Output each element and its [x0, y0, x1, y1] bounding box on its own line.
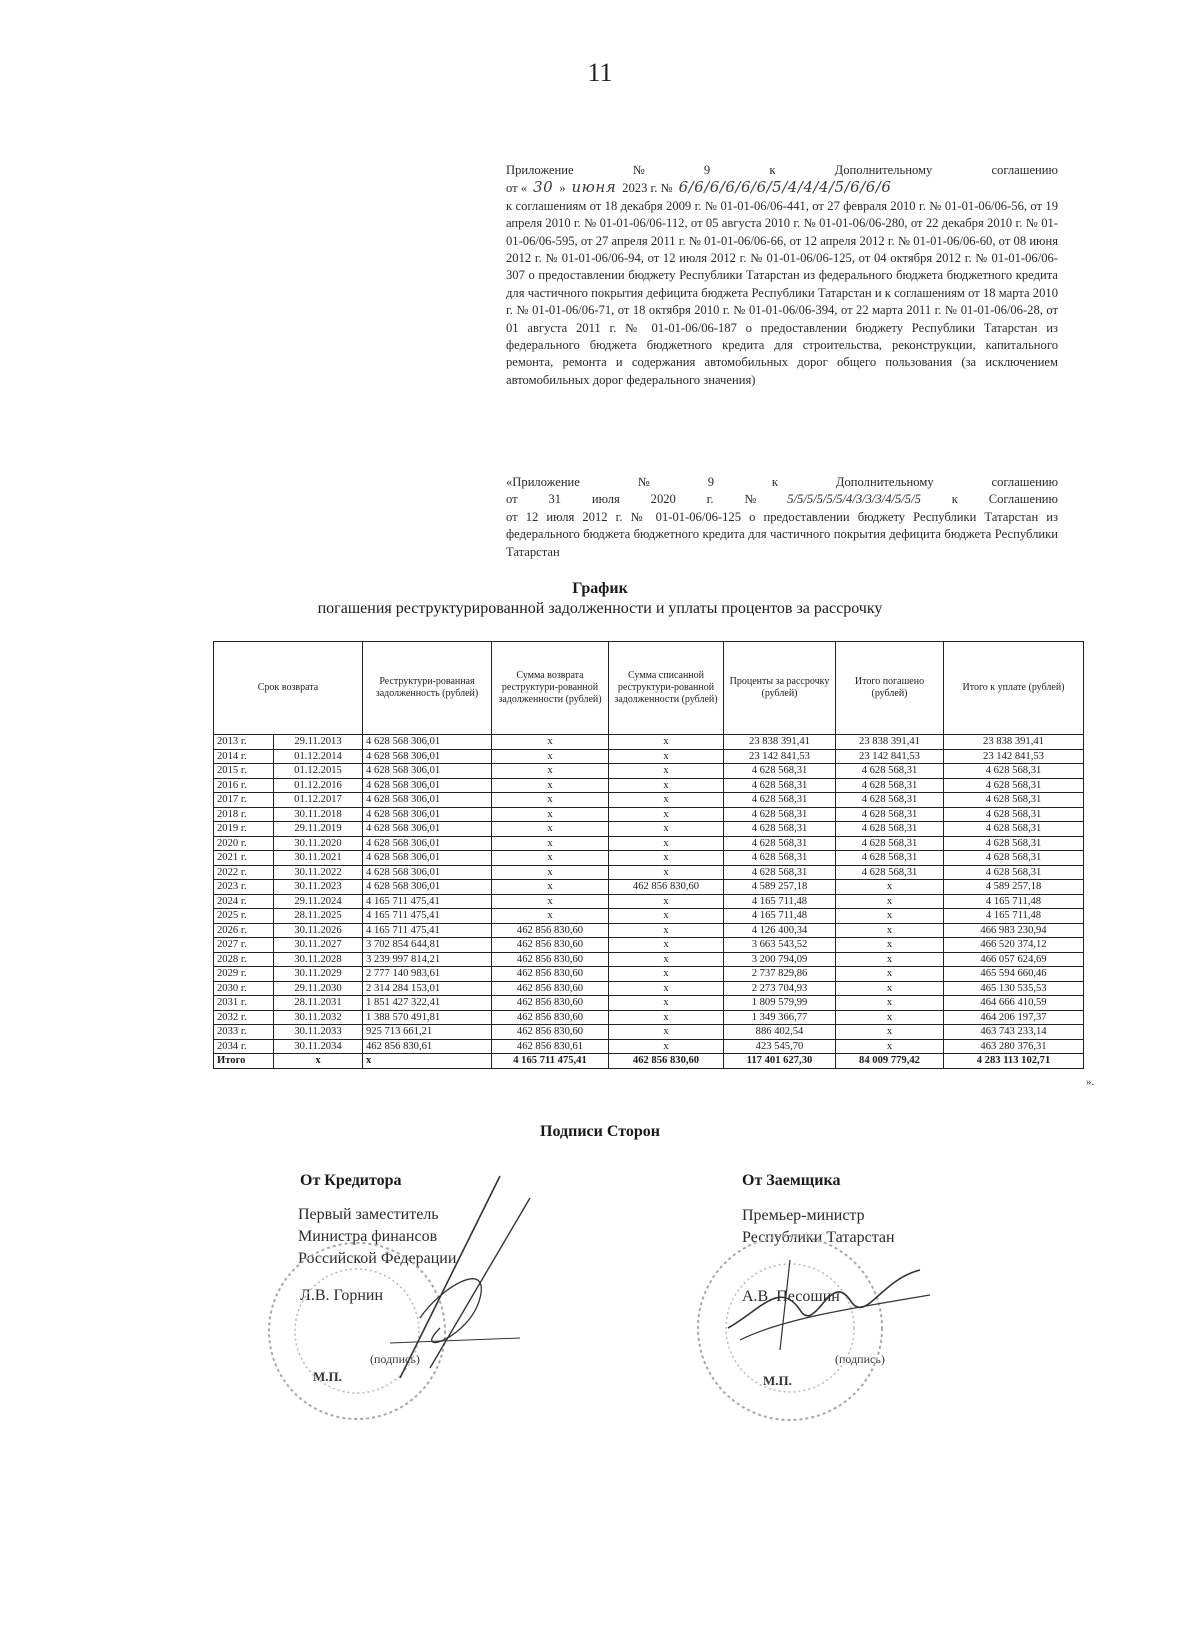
table-cell: x	[609, 938, 724, 953]
table-cell: x	[836, 967, 944, 982]
header-total-repaid: Итого погашено (рублей)	[836, 642, 944, 735]
table-cell: x	[492, 865, 609, 880]
quote-word: июля	[591, 492, 620, 507]
appendix-head-line	[506, 162, 1058, 179]
table-cell: 2027 г.	[214, 938, 274, 953]
table-cell: x	[609, 764, 724, 779]
table-cell: x	[609, 894, 724, 909]
table-row	[214, 764, 1084, 779]
table-cell: 01.12.2016	[274, 778, 363, 793]
table-cell: x	[836, 996, 944, 1011]
table-cell: 2017 г.	[214, 793, 274, 808]
table-cell: x	[609, 749, 724, 764]
table-cell: 4 628 568,31	[836, 851, 944, 866]
header-restructured-debt: Реструктури-рованная задолженность (рублей)	[363, 642, 492, 735]
table-cell: 4 628 568,31	[836, 865, 944, 880]
table-cell: 2032 г.	[214, 1010, 274, 1025]
date-day-handwritten: 30	[533, 178, 554, 197]
table-cell: 4 126 400,34	[724, 923, 836, 938]
table-cell: 4 628 568,31	[944, 807, 1084, 822]
table-cell: 462 856 830,60	[492, 996, 609, 1011]
table-cell: 2018 г.	[214, 807, 274, 822]
table-cell: 466 983 230,94	[944, 923, 1084, 938]
table-cell: 30.11.2028	[274, 952, 363, 967]
table-cell: 4 165 711,48	[724, 894, 836, 909]
table-row	[214, 778, 1084, 793]
table-cell: 1 349 366,77	[724, 1010, 836, 1025]
table-cell: 4 589 257,18	[944, 880, 1084, 895]
table-row	[214, 938, 1084, 953]
table-cell: 4 628 568,31	[724, 807, 836, 822]
table-cell: x	[609, 923, 724, 938]
table-cell: 462 856 830,60	[492, 967, 609, 982]
table-cell: 01.12.2014	[274, 749, 363, 764]
table-row	[214, 807, 1084, 822]
table-cell: 462 856 830,60	[492, 923, 609, 938]
table-cell: x	[609, 735, 724, 750]
table-cell: x	[609, 836, 724, 851]
table-cell: x	[274, 1054, 363, 1069]
appendix-header-block	[506, 162, 1058, 389]
table-cell: 4 628 568,31	[724, 836, 836, 851]
table-cell: 2015 г.	[214, 764, 274, 779]
table-cell: x	[609, 1010, 724, 1025]
appendix-word: соглашению	[991, 163, 1058, 177]
table-cell: 466 520 374,12	[944, 938, 1084, 953]
table-cell: 84 009 779,42	[836, 1054, 944, 1069]
agreement-number-handwritten: 6/6/6/6/6/6/5/4/4/4/5/6/6/6	[678, 178, 892, 197]
quote-word: Дополнительному	[835, 475, 934, 489]
creditor-signature-stroke	[380, 1168, 550, 1388]
appendix-word: Дополнительному	[834, 163, 933, 177]
repayment-schedule-table	[213, 641, 1084, 1069]
table-cell: 462 856 830,60	[609, 1054, 724, 1069]
table-cell: 4 628 568,31	[724, 764, 836, 779]
table-cell: 23 838 391,41	[836, 735, 944, 750]
table-cell: 2 737 829,86	[724, 967, 836, 982]
table-cell: 4 628 568,31	[724, 865, 836, 880]
creditor-signature-label: (подпись)	[370, 1352, 420, 1366]
table-total-row	[214, 1054, 1084, 1069]
borrower-stamp-label: М.П.	[763, 1373, 792, 1388]
table-cell: 2026 г.	[214, 923, 274, 938]
table-cell: 4 628 568,31	[836, 764, 944, 779]
creditor-position-line: Первый заместитель	[298, 1206, 439, 1223]
borrower-position-line: Премьер-министр	[742, 1207, 865, 1224]
table-cell: 2033 г.	[214, 1025, 274, 1040]
table-cell: 2030 г.	[214, 981, 274, 996]
table-cell: 4 628 568 306,01	[363, 764, 492, 779]
table-cell: 4 165 711 475,41	[363, 909, 492, 924]
table-cell: 3 200 794,09	[724, 952, 836, 967]
table-cell: 4 628 568,31	[724, 793, 836, 808]
table-cell: x	[492, 909, 609, 924]
table-cell: 4 628 568 306,01	[363, 851, 492, 866]
table-cell: 28.11.2031	[274, 996, 363, 1011]
table-cell: 886 402,54	[724, 1025, 836, 1040]
table-row	[214, 865, 1084, 880]
quote-word: к	[951, 492, 958, 507]
creditor-name: Л.В. Горнин	[300, 1287, 384, 1304]
table-cell: 3 663 543,52	[724, 938, 836, 953]
quote-second-line	[506, 491, 1058, 508]
table-cell: 4 165 711 475,41	[492, 1054, 609, 1069]
closing-quote-mark: ».	[1086, 1076, 1095, 1088]
table-cell: 30.11.2022	[274, 865, 363, 880]
table-cell: x	[836, 952, 944, 967]
table-cell: 30.11.2021	[274, 851, 363, 866]
table-cell: 2023 г.	[214, 880, 274, 895]
table-cell: 4 628 568,31	[724, 851, 836, 866]
table-cell: x	[492, 807, 609, 822]
header-interest: Проценты за рассрочку (рублей)	[724, 642, 836, 735]
table-row	[214, 967, 1084, 982]
header-repayment-amount: Сумма возврата реструктури-рованной задолженности (рублей)	[492, 642, 609, 735]
quote-word: №	[744, 492, 757, 507]
table-row	[214, 822, 1084, 837]
table-cell: 23 142 841,53	[944, 749, 1084, 764]
page-number: 11	[587, 58, 613, 87]
table-cell: 462 856 830,60	[492, 981, 609, 996]
table-cell: 2020 г.	[214, 836, 274, 851]
quote-word: №	[637, 475, 650, 489]
table-cell: 4 283 113 102,71	[944, 1054, 1084, 1069]
table-body	[214, 735, 1084, 1069]
table-cell: 4 628 568 306,01	[363, 865, 492, 880]
table-cell: 4 165 711,48	[944, 909, 1084, 924]
table-cell: 4 628 568,31	[944, 851, 1084, 866]
header-written-off-amount: Сумма списанной реструктури-рованной задолженности (рублей)	[609, 642, 724, 735]
quote-body: от 12 июля 2012 г. № 01-01-06/06-125 о предоставлении бюджету Республики Татарстан из федерального бюджета бюджетного кредита для частичного покрытия дефицита бюджета Республики Татарстан	[506, 509, 1058, 559]
signatures-title: Подписи Сторон	[540, 1123, 660, 1140]
quote-word: от	[506, 492, 518, 507]
table-cell: 4 628 568 306,01	[363, 822, 492, 837]
table-row	[214, 793, 1084, 808]
table-cell: 30.11.2026	[274, 923, 363, 938]
table-cell: 4 589 257,18	[724, 880, 836, 895]
table-row	[214, 923, 1084, 938]
quoted-appendix-block	[506, 474, 1058, 561]
table-cell: 23 142 841,53	[724, 749, 836, 764]
table-cell: 2 273 704,93	[724, 981, 836, 996]
table-cell: x	[609, 778, 724, 793]
table-cell: 29.11.2030	[274, 981, 363, 996]
table-row	[214, 952, 1084, 967]
table-cell: 30.11.2033	[274, 1025, 363, 1040]
table-cell: x	[609, 865, 724, 880]
table-cell: 23 838 391,41	[724, 735, 836, 750]
table-cell: 462 856 830,60	[492, 952, 609, 967]
table-cell: 1 809 579,99	[724, 996, 836, 1011]
table-cell: 30.11.2032	[274, 1010, 363, 1025]
table-cell: 2021 г.	[214, 851, 274, 866]
table-cell: 462 856 830,60	[609, 880, 724, 895]
table-cell: x	[836, 909, 944, 924]
table-cell: 465 594 660,46	[944, 967, 1084, 982]
table-cell: x	[836, 981, 944, 996]
table-cell: 4 628 568,31	[836, 822, 944, 837]
table-cell: 2034 г.	[214, 1039, 274, 1054]
schedule-title: График	[572, 580, 628, 597]
date-suffix: 2023 г. №	[622, 181, 673, 196]
table-cell: 2016 г.	[214, 778, 274, 793]
table-cell: 462 856 830,61	[492, 1039, 609, 1054]
table-cell: 2025 г.	[214, 909, 274, 924]
table-cell: x	[609, 807, 724, 822]
table-row	[214, 735, 1084, 750]
table-row	[214, 880, 1084, 895]
table-cell: 4 628 568,31	[944, 778, 1084, 793]
table-cell: 29.11.2019	[274, 822, 363, 837]
table-cell: 4 628 568,31	[944, 836, 1084, 851]
table-cell: x	[836, 1010, 944, 1025]
quote-word: 9	[707, 475, 714, 489]
table-cell: 30.11.2023	[274, 880, 363, 895]
table-cell: 4 628 568,31	[836, 836, 944, 851]
quote-word: к	[771, 475, 779, 489]
table-cell: 01.12.2017	[274, 793, 363, 808]
table-cell: 423 545,70	[724, 1039, 836, 1054]
table-cell: 4 165 711 475,41	[363, 894, 492, 909]
table-cell: 463 280 376,31	[944, 1039, 1084, 1054]
table-row	[214, 851, 1084, 866]
quote-head-line	[506, 474, 1058, 491]
table-cell: 4 165 711,48	[944, 894, 1084, 909]
table-cell: 30.11.2029	[274, 967, 363, 982]
table-row	[214, 836, 1084, 851]
table-cell: x	[609, 967, 724, 982]
quote-word: «Приложение	[506, 475, 580, 489]
table-row	[214, 1025, 1084, 1040]
table-cell: 2029 г.	[214, 967, 274, 982]
date-prefix: от «	[506, 181, 528, 196]
table-cell: x	[836, 923, 944, 938]
table-cell: x	[609, 909, 724, 924]
table-cell: x	[609, 851, 724, 866]
table-header-row	[214, 642, 1084, 735]
quote-word: соглашению	[991, 475, 1058, 489]
table-cell: x	[492, 793, 609, 808]
header-due-date: Срок возврата	[214, 642, 363, 735]
borrower-name: А.В. Песошин	[742, 1288, 840, 1305]
table-cell: 29.11.2024	[274, 894, 363, 909]
table-cell: 462 856 830,61	[363, 1039, 492, 1054]
creditor-position-line: Министра финансов	[298, 1228, 438, 1245]
appendix-word: 9	[703, 163, 711, 177]
table-cell: 2 314 284 153,01	[363, 981, 492, 996]
table-cell: 01.12.2015	[274, 764, 363, 779]
table-cell: x	[609, 996, 724, 1011]
table-cell: 462 856 830,60	[492, 1010, 609, 1025]
table-cell: 4 628 568,31	[944, 822, 1084, 837]
table-cell: 4 628 568 306,01	[363, 749, 492, 764]
table-cell: x	[492, 778, 609, 793]
schedule-subtitle: погашения реструктурированной задолженности и уплаты процентов за рассрочку	[317, 600, 883, 617]
table-cell: 2022 г.	[214, 865, 274, 880]
table-row	[214, 894, 1084, 909]
table-cell: Итого	[214, 1054, 274, 1069]
table-cell: 2031 г.	[214, 996, 274, 1011]
creditor-stamp-label: М.П.	[313, 1369, 342, 1384]
table-cell: 117 401 627,30	[724, 1054, 836, 1069]
appendix-body: к соглашениям от 18 декабря 2009 г. № 01-01-06/06-441, от 27 февраля 2010 г. № 01-01-06/06-56, от 19 апреля 2010 г. № 01-01-06/06-112, от 05 августа 2010 г. № 01-01-06/06-280, от 22 декабря 2010 г. № 01-01-06/06-595, от 27 апреля 2011 г. № 01-01-06/06-66, от 12 апреля 2012 г. № 01-01-06/06-60, от 08 июня 2012 г. № 01-01-06/06-94, от 12 июля 2012 г. № 01-01-06/06-125, от 04 октября 2012 г. № 01-01-06/06-307 о предоставлении бюджету Республики Татарстан из федерального бюджета бюджетного кредита для частичного покрытия дефицита бюджета Республики Татарстан и к соглашениям от 18 марта 2010 г. № 01-01-06/06-71, от 18 октября 2010 г. № 01-01-06/06-394, от 22 марта 2011 г. № 01-01-06/06-28, от 01 августа 2011 г. № 01-01-06/06-187 о предоставлении бюджету Республики Татарстан из федерального бюджета бюджетного кредита для строительства, реконструкции, капитального ремонта, ремонта и содержания автомобильных дорог общего пользования (за исключением автомобильных дорог федерального значения)	[506, 198, 1058, 387]
table-cell: 462 856 830,60	[492, 938, 609, 953]
table-cell: 4 628 568,31	[944, 793, 1084, 808]
table-cell: 30.11.2027	[274, 938, 363, 953]
table-cell: x	[609, 1039, 724, 1054]
table-cell: 4 628 568,31	[944, 865, 1084, 880]
quote-word: 2020	[650, 492, 676, 507]
table-cell: 4 628 568 306,01	[363, 735, 492, 750]
quote-word: 31	[548, 492, 562, 507]
table-cell: x	[836, 938, 944, 953]
table-cell: 4 628 568 306,01	[363, 793, 492, 808]
table-cell: x	[609, 793, 724, 808]
table-cell: 925 713 661,21	[363, 1025, 492, 1040]
table-cell: 4 628 568,31	[836, 807, 944, 822]
table-cell: 4 628 568 306,01	[363, 836, 492, 851]
quote-word: г.	[706, 492, 714, 507]
table-cell: 23 838 391,41	[944, 735, 1084, 750]
table-cell: x	[492, 836, 609, 851]
quote-word: Соглашению	[988, 492, 1058, 507]
table-cell: 466 057 624,69	[944, 952, 1084, 967]
borrower-heading: От Заемщика	[742, 1172, 841, 1189]
table-cell: 4 628 568 306,01	[363, 778, 492, 793]
table-cell: x	[836, 880, 944, 895]
table-row	[214, 909, 1084, 924]
table-row	[214, 981, 1084, 996]
table-cell: 463 743 233,14	[944, 1025, 1084, 1040]
table-cell: 2019 г.	[214, 822, 274, 837]
table-cell: x	[609, 822, 724, 837]
table-cell: x	[609, 1025, 724, 1040]
table-row	[214, 1010, 1084, 1025]
table-cell: x	[836, 1025, 944, 1040]
table-cell: x	[492, 749, 609, 764]
table-cell: 465 130 535,53	[944, 981, 1084, 996]
table-cell: x	[492, 851, 609, 866]
table-cell: x	[609, 952, 724, 967]
quote-agreement-number: 5/5/5/5/5/5/4/3/3/3/4/5/5/5	[787, 492, 921, 507]
table-cell: x	[836, 894, 944, 909]
creditor-heading: От Кредитора	[300, 1172, 402, 1189]
table-cell: 4 628 568 306,01	[363, 807, 492, 822]
table-cell: 30.11.2018	[274, 807, 363, 822]
table-cell: 29.11.2013	[274, 735, 363, 750]
table-cell: 1 851 427 322,41	[363, 996, 492, 1011]
creditor-position-line: Российской Федерации	[298, 1250, 457, 1267]
table-cell: 28.11.2025	[274, 909, 363, 924]
table-cell: 3 239 997 814,21	[363, 952, 492, 967]
table-cell: 30.11.2020	[274, 836, 363, 851]
table-cell: 2013 г.	[214, 735, 274, 750]
borrower-signature-label: (подпись)	[835, 1352, 885, 1366]
table-cell: 4 165 711 475,41	[363, 923, 492, 938]
table-cell: 1 388 570 491,81	[363, 1010, 492, 1025]
appendix-word: №	[632, 163, 645, 177]
table-cell: 2014 г.	[214, 749, 274, 764]
table-cell: 464 666 410,59	[944, 996, 1084, 1011]
table-cell: x	[492, 735, 609, 750]
date-mid: »	[559, 181, 566, 196]
header-total-payable: Итого к уплате (рублей)	[944, 642, 1084, 735]
table-cell: x	[492, 894, 609, 909]
table-cell: 4 628 568,31	[836, 793, 944, 808]
table-cell: 4 165 711,48	[724, 909, 836, 924]
appendix-word: к	[769, 163, 776, 177]
table-cell: 4 628 568,31	[724, 822, 836, 837]
borrower-signature-stroke	[720, 1240, 940, 1360]
table-cell: 2024 г.	[214, 894, 274, 909]
table-cell: 462 856 830,60	[492, 1025, 609, 1040]
appendix-word: Приложение	[506, 163, 574, 177]
table-cell: 30.11.2034	[274, 1039, 363, 1054]
table-cell: 2 777 140 983,61	[363, 967, 492, 982]
table-cell: 4 628 568 306,01	[363, 880, 492, 895]
table-cell: x	[492, 764, 609, 779]
table-cell: x	[492, 880, 609, 895]
table-row	[214, 1039, 1084, 1054]
table-cell: x	[363, 1054, 492, 1069]
table-cell: 23 142 841,53	[836, 749, 944, 764]
table-cell: 3 702 854 644,81	[363, 938, 492, 953]
table-cell: 2028 г.	[214, 952, 274, 967]
table-cell: 4 628 568,31	[724, 778, 836, 793]
table-cell: x	[836, 1039, 944, 1054]
table-cell: x	[492, 822, 609, 837]
table-cell: 4 628 568,31	[836, 778, 944, 793]
table-cell: 464 206 197,37	[944, 1010, 1084, 1025]
table-cell: 4 628 568,31	[944, 764, 1084, 779]
date-month-handwritten: июня	[571, 178, 617, 197]
table-row	[214, 749, 1084, 764]
table-cell: x	[609, 981, 724, 996]
borrower-position-line: Республики Татарстан	[742, 1229, 895, 1246]
appendix-date-line	[506, 179, 1058, 197]
table-row	[214, 996, 1084, 1011]
